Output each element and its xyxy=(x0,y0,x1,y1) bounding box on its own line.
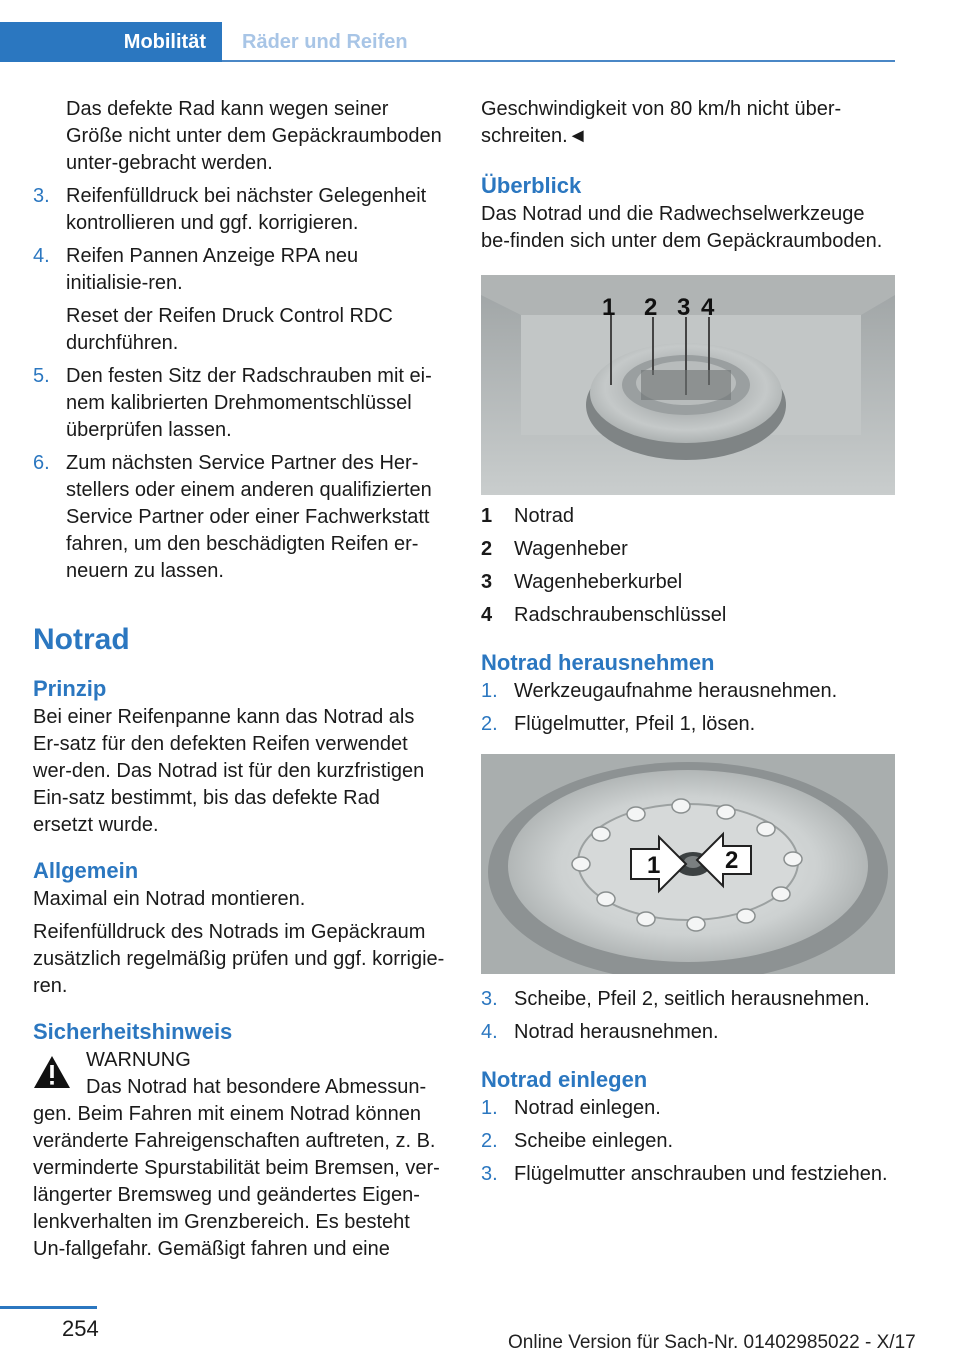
list-item xyxy=(33,183,445,237)
subheading-prinzip: Prinzip xyxy=(33,676,107,701)
step-number: 1. xyxy=(481,680,498,702)
legend-list xyxy=(481,503,895,629)
wheel-illustration xyxy=(481,754,895,974)
warning-label: WARNUNG xyxy=(86,1049,191,1071)
continued-paragraph: Geschwindigkeit von 80 km/h nicht über‐schreiten.◄ xyxy=(481,98,842,147)
legend-text: Wagenheber xyxy=(514,538,628,560)
page-number: 254 xyxy=(62,1316,99,1341)
tab-mobilitaet[interactable]: Mobilität xyxy=(0,22,222,62)
figure-spare-wheel-nut xyxy=(481,754,895,974)
step-text: Zum nächsten Service Partner des Her‐stellers oder einem anderen qualifizierten Service Partner oder einer Fachwerkstatt fahren, um den beschädigten Reifen er‐neuern zu lassen. xyxy=(66,452,432,582)
step-text: Reifenfülldruck bei nächster Gelegenheit kontrollieren und ggf. korrigieren. xyxy=(66,185,427,234)
figure-callout: 1 xyxy=(602,294,616,321)
page-header xyxy=(0,22,895,62)
figure-callout: 3 xyxy=(677,294,691,321)
list-item xyxy=(481,1095,895,1122)
step-number: 4. xyxy=(481,1021,498,1043)
subheading-allgemein: Allgemein xyxy=(33,858,139,883)
step-text: Scheibe, Pfeil 2, seitlich herausnehmen. xyxy=(514,988,870,1010)
list-item xyxy=(481,1128,895,1155)
step-number: 4. xyxy=(33,245,50,267)
legend-number: 4 xyxy=(481,604,493,626)
list-item xyxy=(33,450,445,585)
list-item xyxy=(33,243,445,357)
step-text: Notrad herausnehmen. xyxy=(514,1021,719,1043)
legend-text: Notrad xyxy=(514,505,575,527)
figure-callout: 2 xyxy=(644,294,658,321)
figure-callout: 2 xyxy=(725,847,739,874)
footer-version-text: Online Version für Sach-Nr. 01402985022 - X/17 xyxy=(508,1332,916,1353)
step-number: 1. xyxy=(481,1097,498,1119)
legend-item xyxy=(481,569,895,596)
footer-rule xyxy=(0,1306,97,1309)
allgemein-paragraph-1: Maximal ein Notrad montieren. xyxy=(33,888,306,910)
tab-raeder-und-reifen[interactable]: Räder und Reifen xyxy=(242,31,408,53)
warning-text: Das Notrad hat besondere Abmessun‐gen. Beim Fahren mit einem Notrad können veränderte Fahreigenschaften auftreten, z. B. verminderte Spurstabilität beim Bremsen, ver‐längerter Bremsweg und geändertes Eigen‐lenkverhalten im Grenzbereich. Es besteht Un‐fallgefahr. Gemäßigt fahren und eine xyxy=(33,1076,440,1260)
step-number: 3. xyxy=(481,988,498,1010)
figure-callout: 4 xyxy=(701,294,715,321)
step-number: 2. xyxy=(481,1130,498,1152)
right-column xyxy=(481,96,895,1194)
subheading-ueberblick: Überblick xyxy=(481,173,582,198)
legend-item xyxy=(481,602,895,629)
legend-text: Wagenheberkurbel xyxy=(514,571,683,593)
legend-item xyxy=(481,503,895,530)
warning-triangle-icon xyxy=(33,1055,71,1089)
warning-block xyxy=(33,1047,445,1074)
step-text: Werkzeugaufnahme herausnehmen. xyxy=(514,680,838,702)
left-column xyxy=(33,96,445,1269)
figure-trunk-spare-wheel xyxy=(481,275,895,495)
ueberblick-paragraph: Das Notrad und die Radwechselwerkzeuge be‐finden sich unter dem Gepäckraumboden. xyxy=(481,203,883,252)
section-title: Notrad xyxy=(33,623,130,656)
list-item xyxy=(33,363,445,444)
step-text: Den festen Sitz der Radschrauben mit ei‐nem kalibrierten Drehmomentschlüssel überprüfen lassen. xyxy=(66,365,432,441)
step-extra-text: Reset der Reifen Druck Control RDC durchführen. xyxy=(66,305,393,354)
allgemein-paragraph-2: Reifenfülldruck des Notrads im Gepäckraum zusätzlich regelmäßig prüfen und ggf. korrigie‐ren. xyxy=(33,921,445,997)
step-text: Reifen Pannen Anzeige RPA neu initialisie‐ren. xyxy=(66,245,359,294)
step-number: 3. xyxy=(33,185,50,207)
step-text: Notrad einlegen. xyxy=(514,1097,661,1119)
step-number: 2. xyxy=(481,713,498,735)
step-text: Flügelmutter anschrauben und festziehen. xyxy=(514,1163,888,1185)
list-item xyxy=(481,986,895,1013)
subheading-einlegen: Notrad einlegen xyxy=(481,1067,648,1092)
legend-number: 2 xyxy=(481,538,493,560)
step-text: Scheibe einlegen. xyxy=(514,1130,674,1152)
step-number: 5. xyxy=(33,365,50,387)
legend-text: Radschraubenschlüssel xyxy=(514,604,727,626)
legend-number: 1 xyxy=(481,505,493,527)
subheading-sicherheitshinweis: Sicherheitshinweis xyxy=(33,1019,233,1044)
step-text: Flügelmutter, Pfeil 1, lösen. xyxy=(514,713,756,735)
step-number: 3. xyxy=(481,1163,498,1185)
list-item xyxy=(481,711,895,738)
figure-callout: 1 xyxy=(647,852,661,879)
continued-paragraph: Das defekte Rad kann wegen seiner Größe nicht unter dem Gepäckraumboden unter‐gebracht werden. xyxy=(66,98,442,174)
legend-number: 3 xyxy=(481,571,493,593)
list-item xyxy=(481,1161,895,1188)
list-item xyxy=(481,678,895,705)
step-number: 6. xyxy=(33,452,50,474)
trunk-illustration xyxy=(481,275,895,495)
prinzip-paragraph: Bei einer Reifenpanne kann das Notrad als Er‐satz für den defekten Reifen verwendet wer‐den. Das Notrad ist für den kurzfristigen Ein‐satz bestimmt, bis das defekte Rad ersetzt wurde. xyxy=(33,706,425,836)
list-item xyxy=(481,1019,895,1046)
legend-item xyxy=(481,536,895,563)
subheading-herausnehmen: Notrad herausnehmen xyxy=(481,650,715,675)
